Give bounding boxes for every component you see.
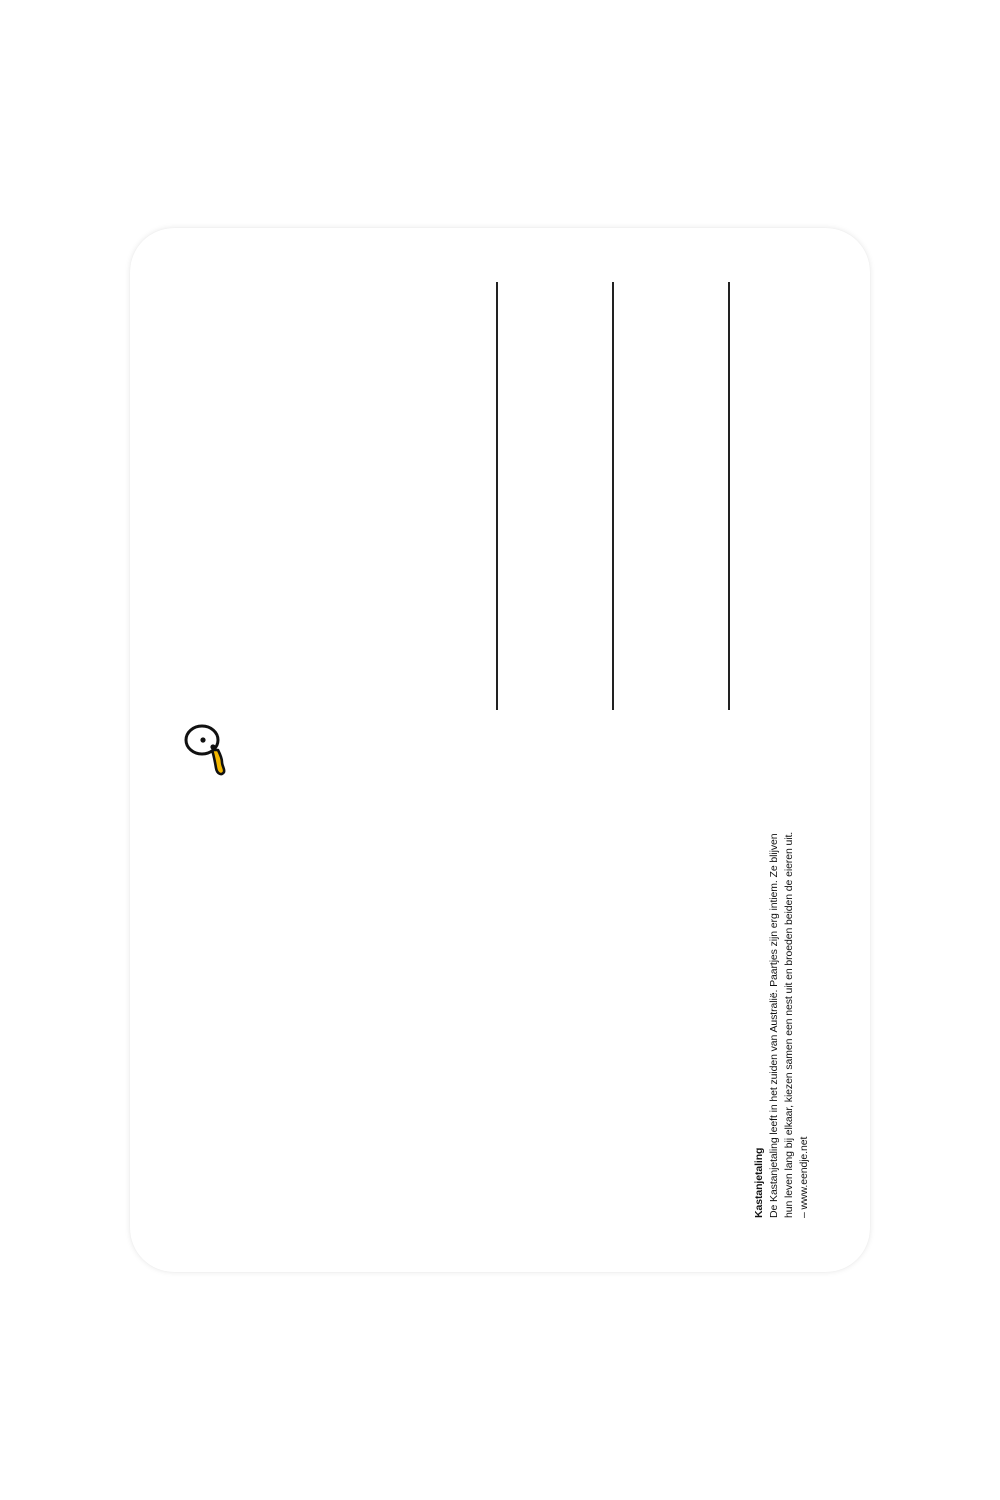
address-line [728, 282, 730, 710]
address-line [612, 282, 614, 710]
duck-head-icon [184, 722, 228, 778]
species-caption [752, 828, 812, 1218]
address-line [496, 282, 498, 710]
caption-title: Kastanjetaling [753, 1147, 765, 1218]
caption-body: De Kastanjetaling leeft in het zuiden van Australië. Paartjes zijn erg intiem. Ze blijven hun leven lang bij elkaar, kiezen samen een nest uit en broeden beiden de eieren uit. – www.eendje.net [768, 831, 810, 1218]
postcard-back [130, 228, 870, 1272]
